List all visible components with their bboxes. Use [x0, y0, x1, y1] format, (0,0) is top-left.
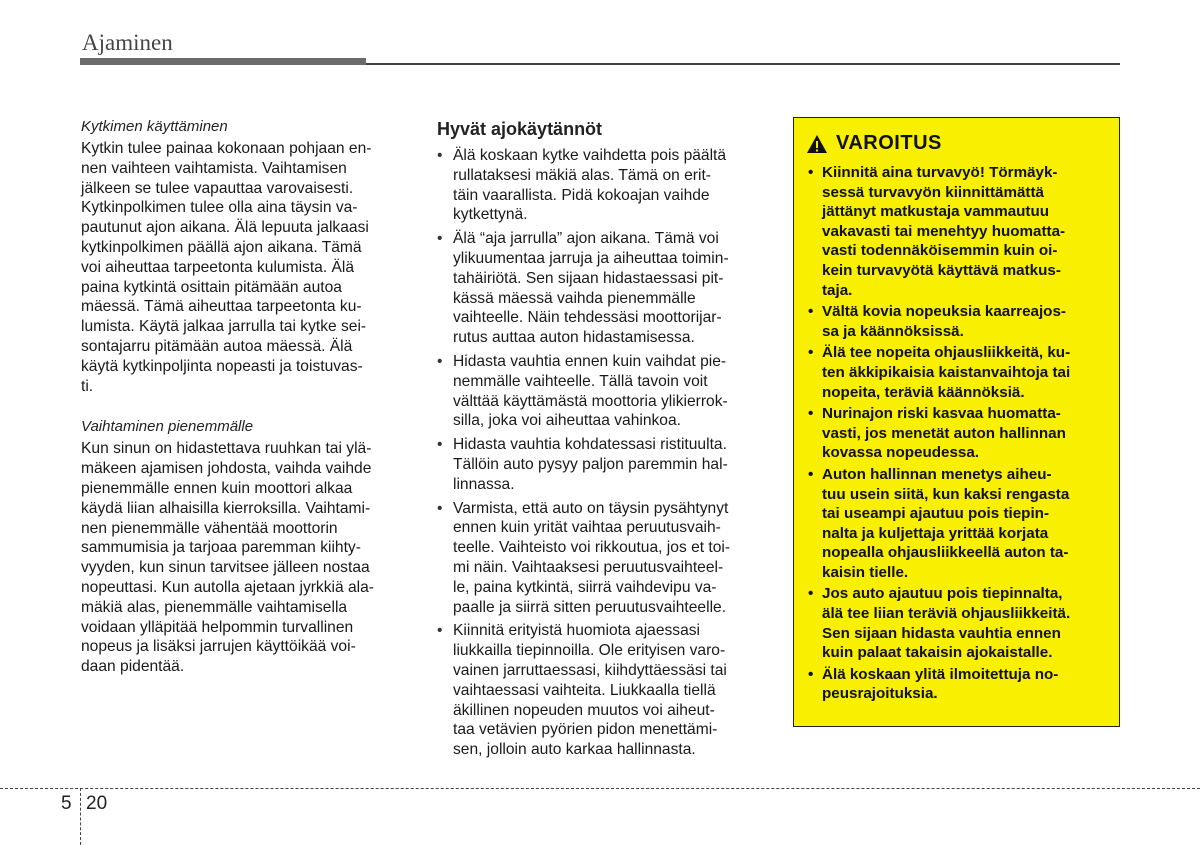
- list-item: • Kiinnitä erityistä huomiota ajaessasi liukkailla tiepinnoilla. Ole erityisen varo- vainen jarruttaessasi, kiihdyttäessäsi tai vaihtaessasi vaihteita. Liukkaalla tiellä äkillinen nopeuden muutos voi aiheut- taa vetävien pyörien pidon menettämi- sen, jolloin auto karkaa hallinnasta.: [437, 621, 767, 760]
- section-body-downshift: Kun sinun on hidastettava ruuhkan tai ylä- mäkeen ajamisen johdosta, vaihda vaihde pienemmälle ennen kuin moottori alkaa käydä liian alhaisilla kierroksilla. Vaihtami- nen pienemmälle vähentää moottorin sammumisia ja tarjoaa paremman kiihty- vyyden, kun sinun tarvitsee jälleen nostaa nopeuttasi. Kun autolla ajetaan jyrkkiä ala- mäkiä alas, pienemmälle vaihtamisella voidaan ylläpitää helpommin turvallinen nopeus ja lisäksi jarrujen käyttöikää voi- daan pidentää.: [81, 440, 374, 676]
- section-heading-downshift: Vaihtaminen pienemmälle: [81, 418, 254, 436]
- header-rule-thin: [366, 63, 1120, 65]
- section-heading-driving-practices: Hyvät ajokäytännöt: [437, 119, 603, 139]
- warning-item: • Älä koskaan ylitä ilmoitettuja no- peusrajoituksia.: [806, 665, 1107, 704]
- list-item: • Hidasta vauhtia ennen kuin vaihdat pie- nemmälle vaihteelle. Tällä tavoin voit välttää käyttämästä moottoria ylikierrok- silla, joka voi aiheuttaa vahinkoa.: [437, 352, 767, 431]
- warning-item: • Vältä kovia nopeuksia kaarreajos- sa ja käännöksissä.: [806, 302, 1107, 341]
- warning-title: VAROITUS: [836, 132, 942, 154]
- warning-header: [806, 132, 1107, 155]
- section-body-clutch: Kytkin tulee painaa kokonaan pohjaan en- nen vaihteen vaihtamista. Vaihtamisen jälkeen se tulee vapauttaa varovaisesti. Kytkinpolkimen tulee olla aina täysin va- pautunut ajon aikana. Älä lepuuta jalkaasi kytkinpolkimen päällä ajon aikana. Tämä voi aiheuttaa tarpeetonta kulumista. Älä paina kytkintä osittain pitämään autoa mäessä. Tämä aiheuttaa tarpeetonta ku- lumista. Käytä jalkaa jarrulla tai kytke sei- sontajarru pitämään autoa mäessä. Älä käytä kytkinpoljinta nopeasti ja toistuvas- ti.: [81, 140, 372, 395]
- warning-item: • Auton hallinnan menetys aiheu- tuu usein siitä, kun kaksi rengasta tai useampi ajautuu pois tiepin- nalta ja kuljettaja yrittää korjata nopealla ohjausliikkeellä auton ta- kaisin tielle.: [806, 465, 1107, 583]
- header-rule-thick: [80, 58, 366, 65]
- page-number: 20: [86, 793, 108, 814]
- warning-triangle-icon: [806, 134, 828, 154]
- chapter-number: 5: [61, 793, 72, 814]
- page-header-title: Ajaminen: [82, 30, 173, 55]
- list-item: • Älä koskaan kytke vaihdetta pois päältä rullataksesi mäkiä alas. Tämä on erit- täin vaarallista. Pidä kokoajan vaihde kytkettynä.: [437, 146, 767, 225]
- list-item: • Varmista, että auto on täysin pysähtynyt ennen kuin yrität vaihtaa peruutusvaih- teelle. Vaihteisto voi rikkoutua, jos et toi- mi näin. Vaihtaaksesi peruutusvaihteel- le, paina kytkintä, siirrä vaihdevipu va- paalle ja siirrä sitten peruutusvaihteelle.: [437, 499, 767, 618]
- list-item: • Hidasta vauhtia kohdatessasi ristituulta. Tällöin auto pysyy paljon paremmin hal- linnassa.: [437, 435, 767, 494]
- section-heading-clutch: Kytkimen käyttäminen: [81, 118, 228, 135]
- warning-list: [806, 163, 1107, 704]
- left-column: [81, 118, 409, 677]
- middle-column: [437, 118, 767, 764]
- footer-rule: [0, 788, 1200, 789]
- warning-item: • Jos auto ajautuu pois tiepinnalta, älä tee liian teräviä ohjausliikkeitä. Sen sijaan hidasta vauhtia ennen kuin palaat takaisin ajokaistalle.: [806, 584, 1107, 662]
- driving-practices-list: [437, 146, 767, 760]
- warning-box: [793, 117, 1120, 727]
- list-item: • Älä “aja jarrulla” ajon aikana. Tämä voi ylikuumentaa jarruja ja aiheuttaa toimin- tahäiriötä. Sen sijaan hidastaessasi pit- kässä mäessä vaihda pienemmälle vaihteelle. Näin tehdessäsi moottorijar- rutus auttaa auton hidastamisessa.: [437, 229, 767, 348]
- warning-item: • Nurinajon riski kasvaa huomatta- vasti, jos menetät auton hallinnan kovassa nopeudessa.: [806, 404, 1107, 463]
- warning-item: • Älä tee nopeita ohjausliikkeitä, ku- ten äkkipikaisia kaistanvaihtoja tai nopeita, teräviä käännöksiä.: [806, 343, 1107, 402]
- footer-divider: [80, 788, 81, 845]
- warning-item: • Kiinnitä aina turvavyö! Törmäyk- sessä turvavyön kiinnittämättä jättänyt matkustaja vammautuu vakavasti tai menehtyy huomatta- vasti todennäköisemmin kuin oi- kein turvavyötä käyttävä matkus- taja.: [806, 163, 1107, 300]
